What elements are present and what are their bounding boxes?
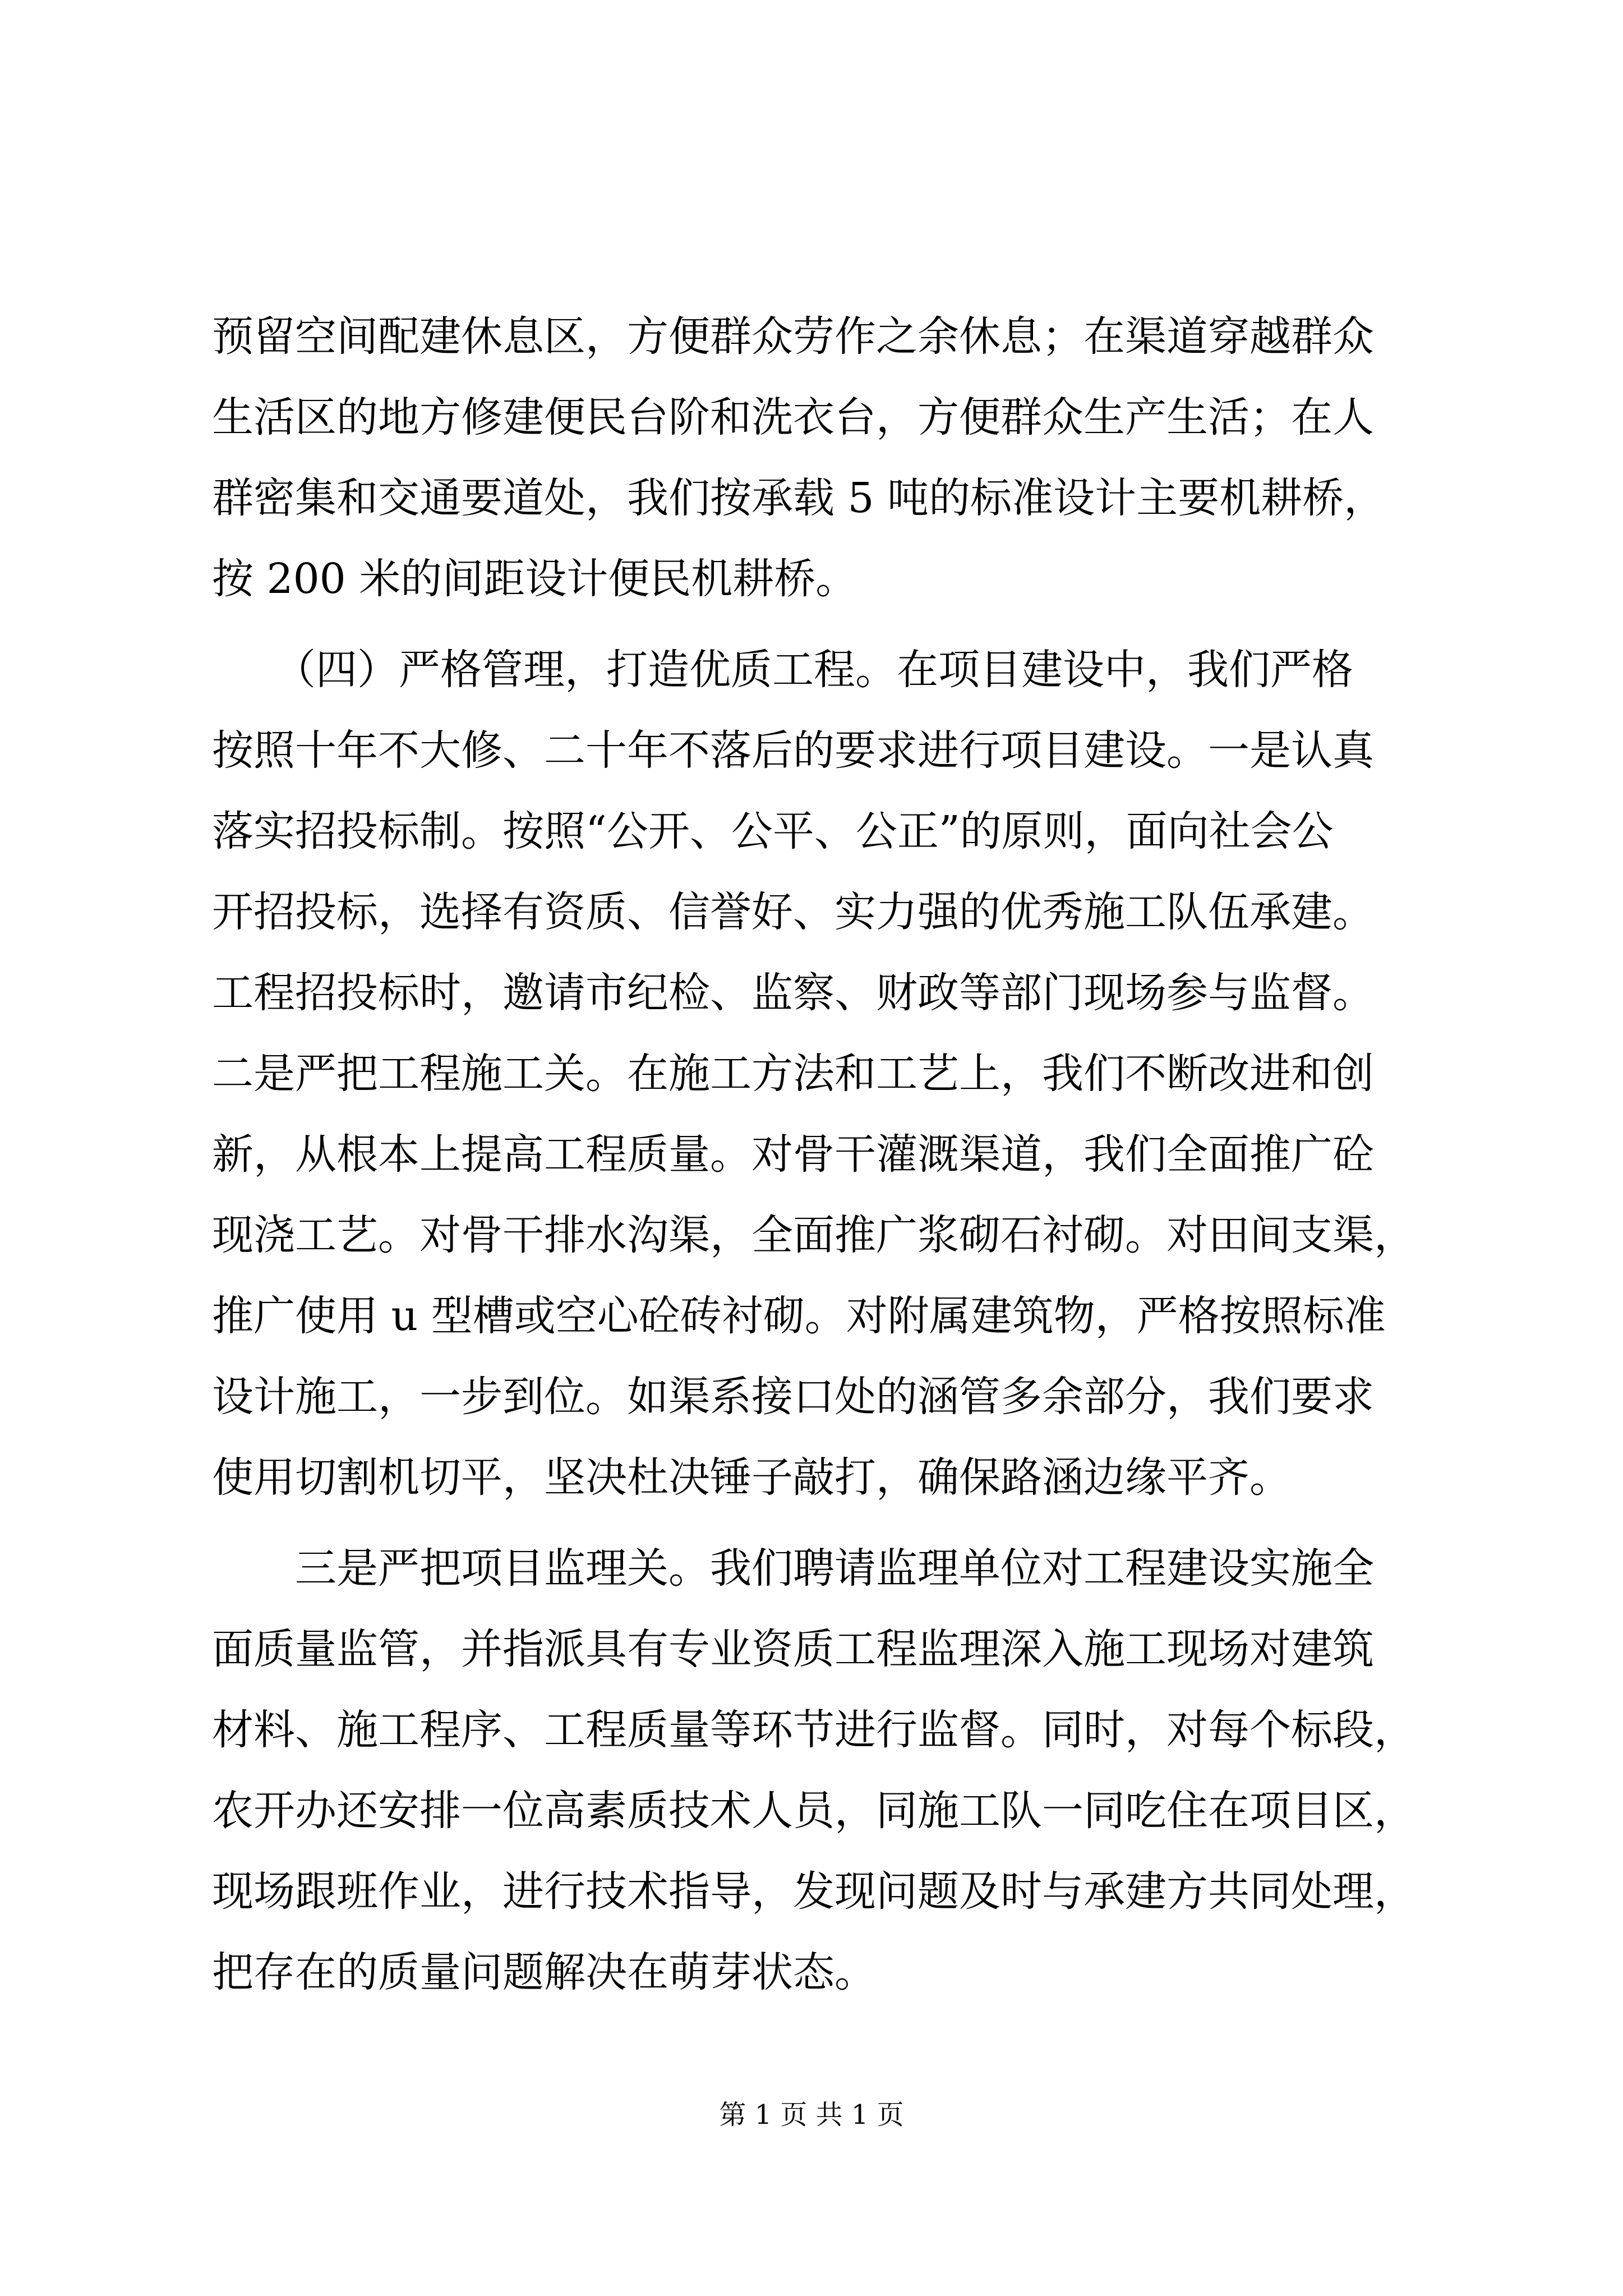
text-line: 材料、施工程序、工程质量等环节进行监督。同时，对每个标段， bbox=[212, 1706, 1415, 1754]
text-line: 面质量监管，并指派具有专业资质工程监理深入施工现场对建筑 bbox=[212, 1625, 1374, 1673]
text-line: 生活区的地方修建便民台阶和洗衣台，方便群众生产生活；在人 bbox=[212, 393, 1374, 441]
text-line: 三是严把项目监理关。我们聘请监理单位对工程建设实施全 bbox=[212, 1544, 1374, 1593]
text-line: 二是严把工程施工关。在施工方法和工艺上，我们不断改进和创 bbox=[212, 1050, 1374, 1098]
text-line: 按照十年不大修、二十年不落后的要求进行项目建设。一是认真 bbox=[212, 726, 1374, 775]
text-line: 设计施工，一步到位。如渠系接口处的涵管多余部分，我们要求 bbox=[212, 1373, 1374, 1421]
text-line: 群密集和交通要道处，我们按承载 5 吨的标准设计主要机耕桥， bbox=[212, 474, 1386, 522]
text-line: 开招投标，选择有资质、信誉好、实力强的优秀施工队伍承建。 bbox=[212, 888, 1374, 936]
text-line: 工程招投标时，邀请市纪检、监察、财政等部门现场参与监督。 bbox=[212, 969, 1374, 1017]
text-line: （四）严格管理，打造优质工程。在项目建设中，我们严格 bbox=[212, 646, 1353, 694]
text-line: 农开办还安排一位高素质技术人员，同施工队一同吃住在项目区， bbox=[212, 1787, 1415, 1835]
text-line: 使用切割机切平，坚决杜决锤子敲打，确保路涵边缘平齐。 bbox=[212, 1453, 1291, 1502]
text-line: 按 200 米的间距设计便民机耕桥。 bbox=[212, 555, 857, 603]
text-line: 预留空间配建休息区，方便群众劳作之余休息；在渠道穿越群众 bbox=[212, 312, 1374, 361]
text-line: 现场跟班作业，进行技术指导，发现问题及时与承建方共同处理， bbox=[212, 1867, 1415, 1916]
text-line: 推广使用 u 型槽或空心砼砖衬砌。对附属建筑物，严格按照标准 bbox=[212, 1292, 1386, 1340]
document-body bbox=[212, 296, 1418, 2013]
text-line: 现浇工艺。对骨干排水沟渠，全面推广浆砌石衬砌。对田间支渠， bbox=[212, 1211, 1415, 1259]
page-number-label: 第 1 页 共 1 页 bbox=[719, 2099, 904, 2131]
text-line: 把存在的质量问题解决在萌芽状态。 bbox=[212, 1948, 876, 1996]
page-footer bbox=[0, 2098, 1623, 2132]
text-line: 新，从根本上提高工程质量。对骨干灌溉渠道，我们全面推广砼 bbox=[212, 1130, 1374, 1179]
text-line: 落实招投标制。按照“公开、公平、公正”的原则，面向社会公 bbox=[212, 807, 1334, 855]
